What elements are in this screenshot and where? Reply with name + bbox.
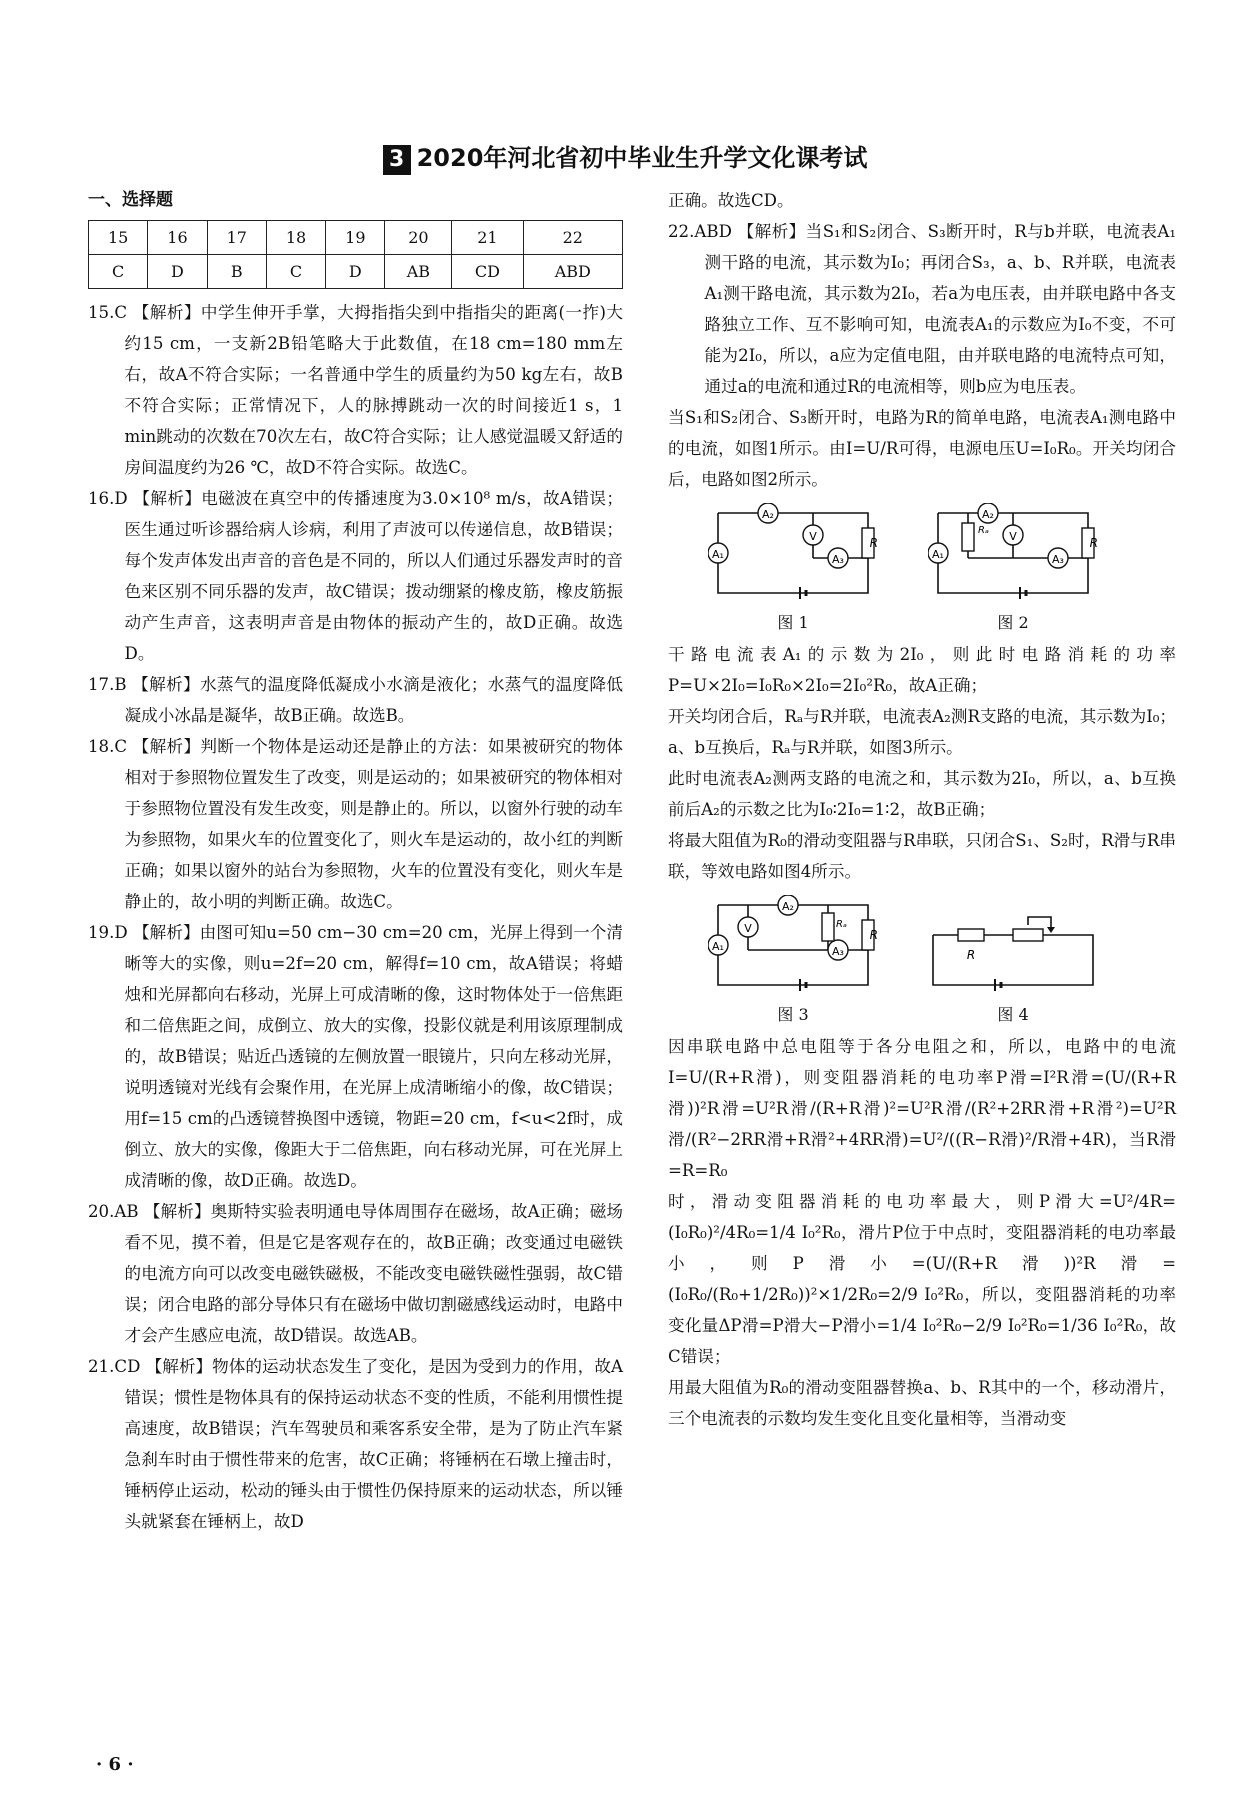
question-number: 16: [148, 221, 207, 255]
solution-item-16: 16.D 【解析】电磁波在真空中的传播速度为3.0×10⁸ m/s，故A错误；医生通过听诊器给病人诊病，利用了声波可以传递信息，故B错误；每个发声体发出声音的音色是不同的，所以人们通过乐器发声时的音色来区别不同乐器的发声，故C错误；拨动绷紧的橡皮筋，橡皮筋振动产生声音，这表明声音是由物体的振动产生的，故D正确。故选D。: [88, 489, 623, 663]
resistor-ra-label: Rₐ: [836, 919, 847, 930]
circuit-diagram-2: [928, 503, 1098, 603]
solution-item-20: 20.AB 【解析】奥斯特实验表明通电导体周围存在磁场，故A正确；磁场看不见，摸不着，但是它是客观存在的，故B正确；改变通过电磁铁的电流方向可以改变电磁铁磁极，不能改变电磁铁磁性强弱，故C错误；闭合电路的部分导体只有在磁场中做切割磁感线运动时，电路中才会产生感应电流，故D错误。故选AB。: [88, 1202, 623, 1345]
page-title: [0, 138, 1250, 175]
answer-table: [88, 220, 623, 289]
paragraph: 将最大阻值为R₀的滑动变阻器与R串联，只闭合S₁、S₂时，R滑与R串联，等效电路如图4所示。: [668, 831, 1176, 881]
answer-value: D: [148, 255, 207, 289]
voltmeter-label: V: [809, 530, 817, 543]
paragraph: 时，滑动变阻器消耗的电功率最大，则P滑大=U²/4R=(I₀R₀)²/4R₀=1/4 I₀²R₀，滑片P位于中点时，变阻器消耗的电功率最小，则P滑小=(U/(R+R滑))²R滑=(I₀R₀/(R₀+1/2R₀))²×1/2R₀=2/9 I₀²R₀，所以，变阻器消耗的功率变化量ΔP滑=P滑大−P滑小=1/4 I₀²R₀−2/9 I₀²R₀=1/36 I₀²R₀，故C错误；: [668, 1192, 1176, 1366]
page-number: · 6 ·: [96, 1754, 134, 1775]
question-number: 19: [326, 221, 385, 255]
solution-item-21: 21.CD 【解析】物体的运动状态发生了变化，是因为受到力的作用，故A错误；惯性是物体具有的保持运动状态不变的性质，不能利用惯性提高速度，故B错误；汽车驾驶员和乘客系安全带，是为了防止汽车紧急刹车时由于惯性带来的危害，故C正确；将锤柄在石墩上撞击时，锤柄停止运动，松动的锤头由于惯性仍保持原来的运动状态，所以锤头就紧套在锤柄上，故D: [88, 1357, 623, 1531]
ammeter-a1-label: A₁: [712, 940, 724, 953]
figure-row-3-4: [668, 895, 1176, 1025]
right-column: [668, 185, 1176, 1434]
question-number: 20: [385, 221, 452, 255]
voltmeter-label: V: [744, 922, 752, 935]
solution-item-19: 19.D 【解析】由图可知u=50 cm−30 cm=20 cm，光屏上得到一个清晰等大的实像，则u=2f=20 cm，解得f=10 cm，故A错误；将蜡烛和光屏都向右移动，光屏上可成清晰的像，这时物体处于一倍焦距和二倍焦距之间，成倒立、放大的实像，投影仪就是利用该原理制成的，故B错误；贴近凸透镜的左侧放置一眼镜片，只向左移动光屏，说明透镜对光线有会聚作用，在光屏上成清晰缩小的像，故C错误；用f=15 cm的凸透镜替换图中透镜，物距=20 cm，f<u<2f时，成倒立、放大的实像，像距大于二倍焦距，向右移动光屏，可在光屏上成清晰的像，故D正确。故选D。: [88, 923, 623, 1190]
resistor-r-label: R: [966, 948, 976, 962]
paragraph: 干路电流表A₁的示数为2I₀，则此时电路消耗的功率P=U×2I₀=I₀R₀×2I₀=2I₀²R₀，故A正确；: [668, 645, 1176, 695]
circuit-diagram-3: [708, 895, 878, 995]
ammeter-a2-label: A₂: [762, 508, 774, 521]
ammeter-a3-label: A₃: [832, 945, 844, 958]
paragraph: 当S₁和S₂闭合、S₃断开时，电路为R的简单电路，电流表A₁测电路中的电流，如图1所示。由I=U/R可得，电源电压U=I₀R₀。开关均闭合后，电路如图2所示。: [668, 408, 1176, 489]
paragraph: 因串联电路中总电阻等于各分电阻之和，所以，电路中的电流I=U/(R+R滑)，则变阻器消耗的电功率P滑=I²R滑=(U/(R+R滑))²R滑=U²R滑/(R+R滑)²=U²R滑/(R²+2RR滑+R滑²)=U²R滑/(R²−2RR滑+R滑²+4RR滑)=U²/((R−R滑)²/R滑+4R)，当R滑=R=R₀: [668, 1037, 1176, 1180]
answer-value: B: [207, 255, 266, 289]
answer-value: AB: [385, 255, 452, 289]
answer-number-row: [89, 221, 623, 255]
solution-item-18: 18.C 【解析】判断一个物体是运动还是静止的方法：如果被研究的物体相对于参照物位置发生了改变，则是运动的；如果被研究的物体相对于参照物位置没有发生改变，则是静止的。所以，以窗外行驶的动车为参照物，如果火车的位置变化了，则火车是运动的，故小红的判断正确；如果以窗外的站台为参照物，火车的位置没有变化，则火车是静止的，故小明的判断正确。故选C。: [88, 737, 623, 911]
answer-value: C: [89, 255, 148, 289]
figure-4-caption: 图 4: [997, 1005, 1029, 1024]
figure-2-caption: 图 2: [997, 613, 1029, 632]
question-number: 21: [452, 221, 523, 255]
solution-item-17: 17.B 【解析】水蒸气的温度降低凝成小水滴是液化；水蒸气的温度降低凝成小冰晶是凝华，故B正确。故选B。: [88, 675, 623, 725]
paragraph: 此时电流表A₂测两支路的电流之和，其示数为2I₀，所以，a、b互换前后A₂的示数之比为I₀∶2I₀=1∶2，故B正确；: [668, 769, 1176, 819]
voltmeter-label: V: [1009, 530, 1017, 543]
answer-value: C: [266, 255, 325, 289]
solution-item-22: 22.ABD 【解析】当S₁和S₂闭合、S₃断开时，R与b并联，电流表A₁测干路的电流，其示数为I₀；再闭合S₃，a、b、R并联，电流表A₁测干路电流，其示数为2I₀，若a为电压表，由并联电路中各支路独立工作、互不影响可知，电流表A₁的示数应为I₀不变，不可能为2I₀，所以，a应为定值电阻，由并联电路的电流特点可知，通过a的电流和通过R的电流相等，则b应为电压表。: [668, 222, 1176, 396]
question-number: 18: [266, 221, 325, 255]
ammeter-a3-label: A₃: [1052, 553, 1064, 566]
circuit-diagram-1: [708, 503, 878, 603]
answer-value: D: [326, 255, 385, 289]
resistor-ra-label: Rₐ: [978, 525, 989, 536]
question-number: 15: [89, 221, 148, 255]
left-column: [88, 185, 623, 1537]
ammeter-a1-label: A₁: [712, 548, 724, 561]
resistor-r-label: R: [1089, 536, 1098, 550]
solution-item-15: 15.C 【解析】中学生伸开手掌，大拇指指尖到中指指尖的距离(一拃)大约15 cm，一支新2B铅笔略大于此数值，在18 cm=180 mm左右，故A不符合实际；一名普通中学生的质量约为50 kg左右，故B不符合实际；正常情况下，人的脉搏跳动一次的时间接近1 s，1 min跳动的次数在70次左右，故C符合实际；让人感觉温暖又舒适的房间温度约为26 ℃，故D不符合实际。故选C。: [88, 303, 623, 477]
resistor-r-label: R: [869, 536, 878, 550]
solution-21-end: 正确。故选CD。: [668, 191, 794, 210]
figure-3-caption: 图 3: [777, 1005, 809, 1024]
paragraph: 用最大阻值为R₀的滑动变阻器替换a、b、R其中的一个，移动滑片，三个电流表的示数均发生变化且变化量相等，当滑动变: [668, 1378, 1176, 1428]
paragraph: 开关均闭合后，Rₐ与R并联，电流表A₂测R支路的电流，其示数为I₀；a、b互换后，Rₐ与R并联，如图3所示。: [668, 707, 1176, 757]
ammeter-a3-label: A₃: [832, 553, 844, 566]
figure-row-1-2: [668, 503, 1176, 633]
section-heading: 一、选择题: [88, 190, 173, 210]
ammeter-a2-label: A₂: [982, 508, 994, 521]
title-text: 2020年河北省初中毕业生升学文化课考试: [416, 144, 868, 172]
resistor-r-label: R: [869, 928, 878, 942]
answer-value: ABD: [523, 255, 622, 289]
answer-value: CD: [452, 255, 523, 289]
ammeter-a1-label: A₁: [932, 548, 944, 561]
figure-1-caption: 图 1: [777, 613, 809, 632]
title-number-badge: 3: [383, 145, 411, 175]
ammeter-a2-label: A₂: [782, 900, 794, 913]
question-number: 17: [207, 221, 266, 255]
question-number: 22: [523, 221, 622, 255]
circuit-diagram-4: [923, 895, 1103, 995]
answer-value-row: [89, 255, 623, 289]
